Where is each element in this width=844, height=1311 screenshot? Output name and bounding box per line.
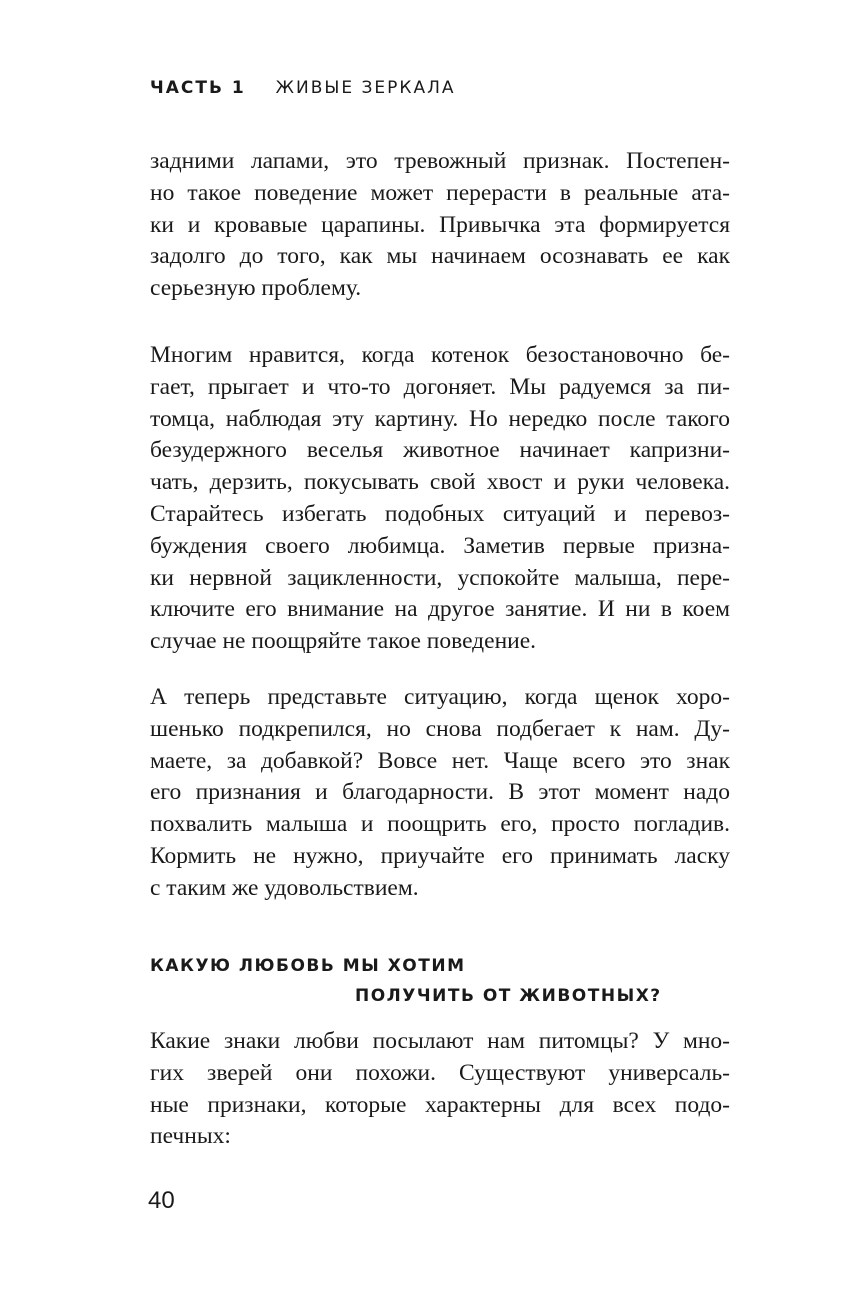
text-line: задними лапами, это тревожный признак. Постепен-	[150, 148, 730, 174]
text-line: ки нервной зацикленности, успокойте малыша, пере-	[150, 564, 730, 591]
subheading-line-1: КАКУЮ ЛЮБОВЬ МЫ ХОТИМ	[150, 956, 466, 976]
text-line: ки и кровавые царапины. Привычка эта формируется	[150, 211, 730, 238]
text-line: похвалить малыша и поощрить его, просто погладив.	[150, 811, 730, 838]
text-line: шенько подкрепился, но снова подбегает к нам. Ду-	[150, 715, 730, 742]
paragraph-4	[150, 1026, 730, 1153]
text-line: маете, за добавкой? Вовсе нет. Чаще всего это знак	[150, 747, 730, 774]
text-line: его признания и благодарности. В этот момент надо	[150, 779, 730, 806]
text-line: ключите его внимание на другое занятие. И ни в коем	[150, 596, 730, 623]
text-line: задолго до того, как мы начинаем осознавать ее как	[150, 243, 730, 270]
text-line: Многим нравится, когда котенок безостановочно бе-	[150, 342, 730, 368]
text-line: буждения своего любимца. Заметив первые призна-	[150, 532, 730, 559]
paragraph-3	[150, 682, 730, 905]
text-line: томца, наблюдая эту картину. Но нередко после такого	[150, 405, 730, 432]
paragraph-2	[150, 340, 730, 658]
text-line: серьезную проблему.	[150, 275, 362, 302]
text-line: случае не поощряйте такое поведение.	[150, 628, 537, 655]
text-line: ные признаки, которые характерны для всех подо-	[150, 1091, 730, 1118]
text-line: безудержного веселья животное начинает капризни-	[150, 437, 730, 464]
text-line: чать, дерзить, покусывать свой хвост и руки человека.	[150, 469, 730, 496]
header-chapter: ЖИВЫЕ ЗЕРКАЛА	[275, 78, 456, 98]
text-line: печных:	[150, 1123, 231, 1150]
text-line: Старайтесь избегать подобных ситуаций и перевоз-	[150, 500, 730, 527]
text-line: с таким же удовольствием.	[150, 874, 419, 901]
paragraph-1	[150, 146, 730, 305]
subheading-line-2: ПОЛУЧИТЬ ОТ ЖИВОТНЫХ?	[355, 986, 662, 1006]
text-line: гает, прыгает и что-то догоняет. Мы радуемся за пи-	[150, 373, 730, 400]
text-line: но такое поведение может перерасти в реальные ата-	[150, 179, 730, 206]
text-line: А теперь представьте ситуацию, когда щенок хоро-	[150, 684, 730, 710]
text-line: Кормить не нужно, приучайте его принимать ласку	[150, 842, 730, 869]
text-line: Какие знаки любви посылают нам питомцы? У мно-	[150, 1028, 730, 1054]
running-header	[150, 78, 456, 98]
page-number: 40	[148, 1187, 175, 1214]
header-part: ЧАСТЬ 1	[150, 78, 246, 98]
text-line: гих зверей они похожи. Существуют универсаль-	[150, 1059, 730, 1086]
